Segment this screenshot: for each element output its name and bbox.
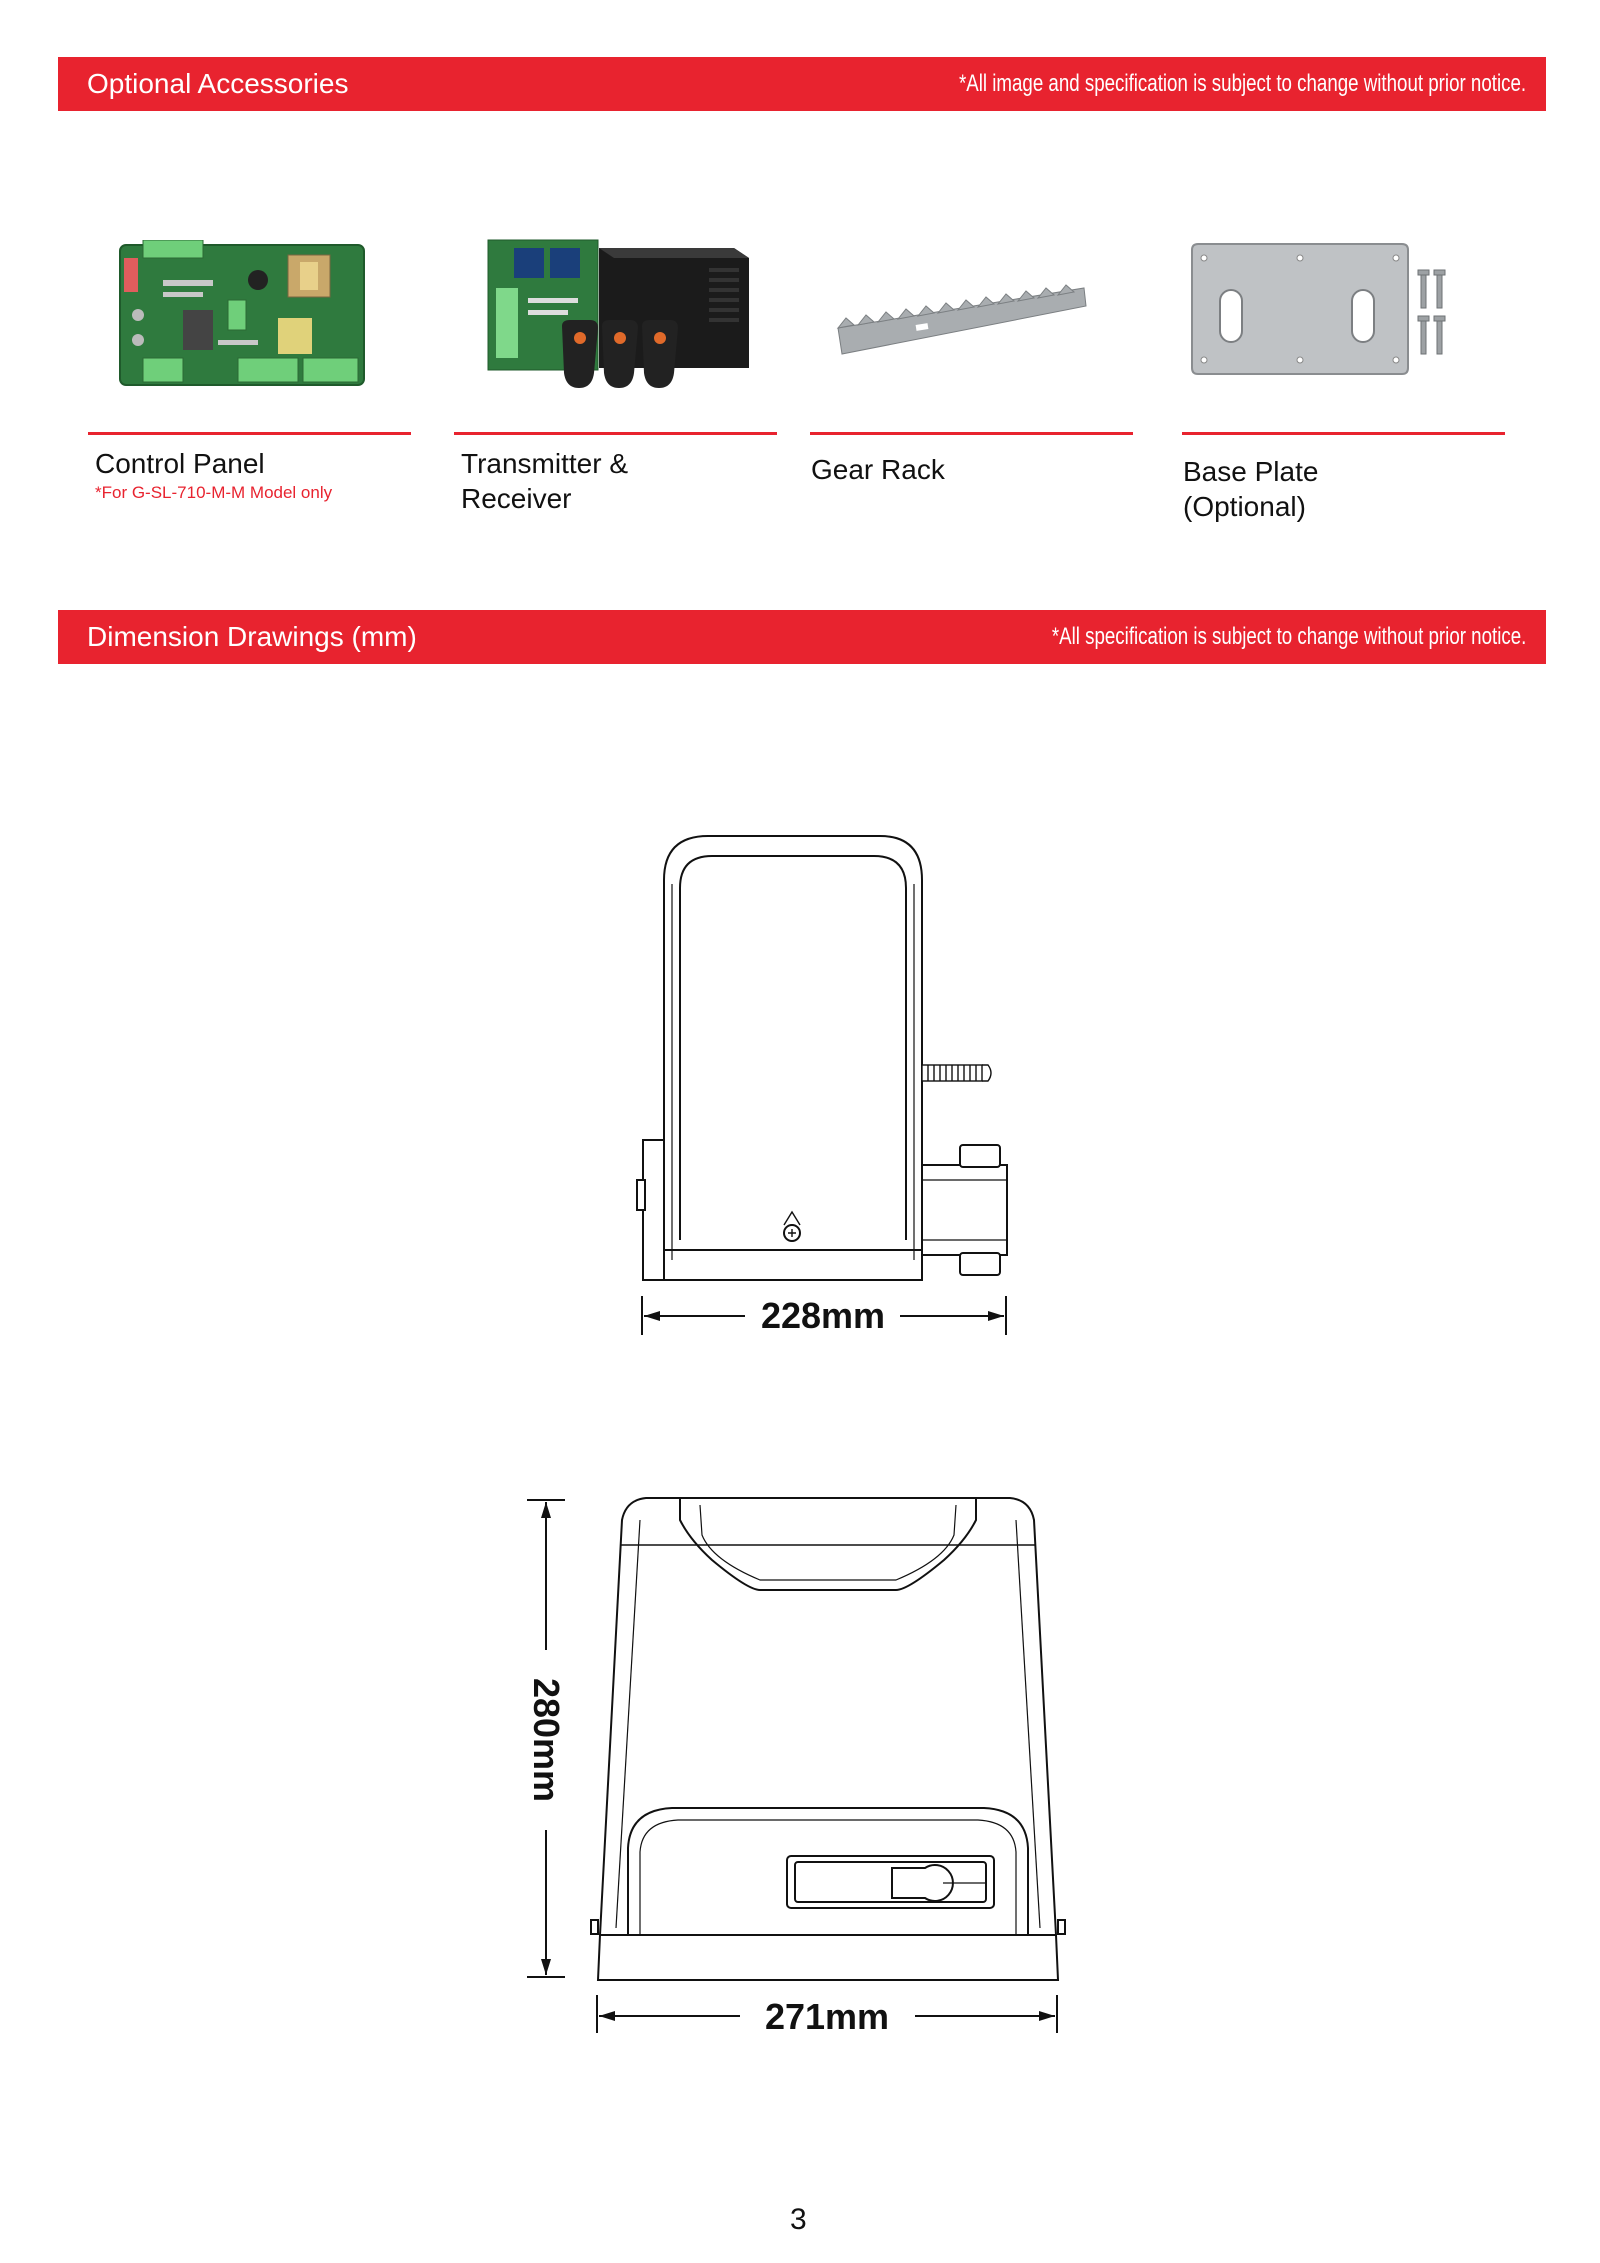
gear-rack-label: Gear Rack: [811, 454, 945, 485]
control-panel-label: Control Panel: [95, 448, 265, 479]
accessories-title: Optional Accessories: [87, 68, 349, 99]
control-panel-note: *For G-SL-710-M-M Model only: [95, 483, 333, 502]
base-plate-label-line1: Base Plate: [1183, 456, 1319, 487]
dimensions-note: *All specification is subject to change without prior notice.: [1051, 623, 1526, 650]
front-view-drawing: [591, 1498, 1065, 1980]
front-height-label: 280mm: [526, 1677, 567, 1803]
page-number: 3: [790, 2203, 807, 2236]
front-width-label: 271mm: [764, 1996, 890, 2037]
dimensions-title: Dimension Drawings (mm): [87, 621, 417, 652]
transmitter-label-line2: Receiver: [461, 483, 572, 514]
base-plate-label-line2: (Optional): [1183, 491, 1306, 522]
accessories-note: *All image and specification is subject to change without prior notice.: [958, 70, 1526, 97]
side-width-label: 228mm: [760, 1295, 886, 1336]
transmitter-label-line1: Transmitter &: [461, 448, 628, 479]
side-view-drawing: [637, 836, 1007, 1280]
